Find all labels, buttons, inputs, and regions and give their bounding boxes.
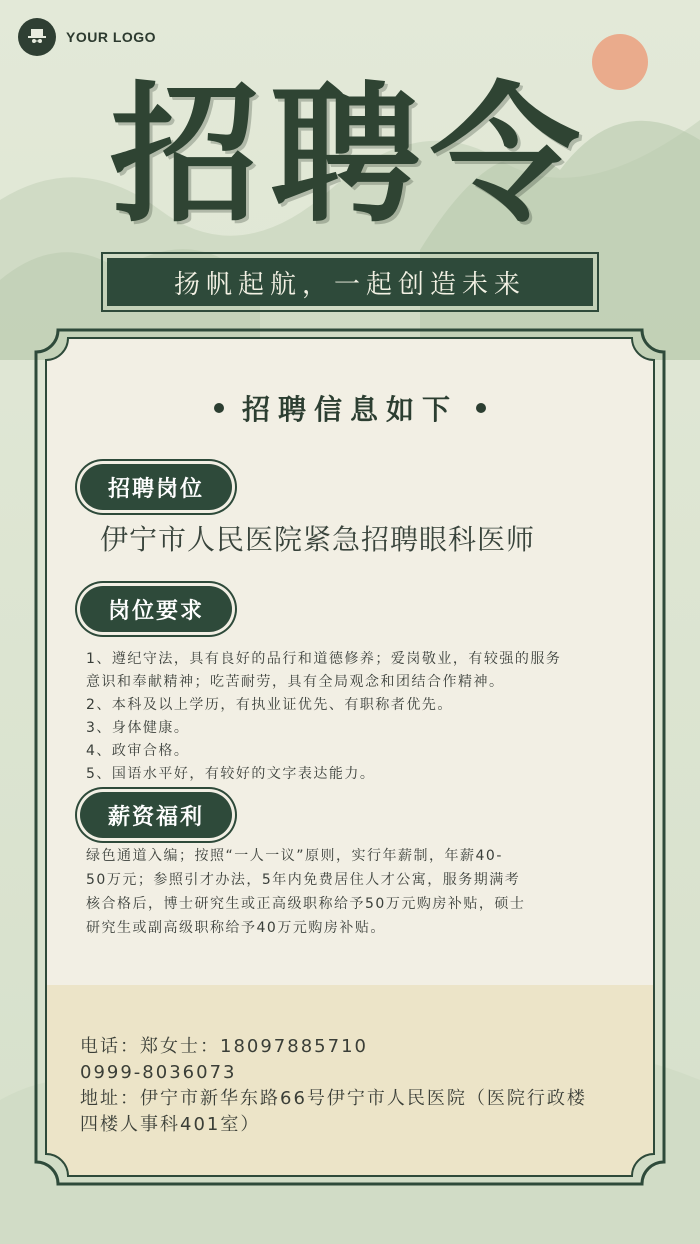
- address-line-2: 四楼人事科401室）: [80, 1114, 261, 1135]
- requirements-label: [80, 586, 232, 632]
- salary-line: 50万元；参照引才办法，5年内免费居住人才公寓，服务期满考: [86, 872, 521, 888]
- info-heading-text: 招聘信息如下: [241, 393, 458, 426]
- position-label: [80, 464, 232, 510]
- bullet-dot-icon: [214, 403, 224, 413]
- requirements-label-text: 岗位要求: [107, 598, 204, 624]
- list-item: 1、遵纪守法，具有良好的品行和道德修养；爱岗敬业，有较强的服务: [86, 651, 562, 667]
- phone-line-2: 0999-8036073: [80, 1062, 237, 1083]
- logo-text: YOUR LOGO: [66, 29, 157, 45]
- position-label-text: 招聘岗位: [107, 476, 204, 502]
- phone-line: 电话：郑女士：18097885710: [80, 1036, 368, 1057]
- contact-info: [80, 1034, 660, 1138]
- info-heading: [0, 388, 700, 428]
- list-item: 意识和奉献精神；吃苦耐劳，具有全局观念和团结合作精神。: [86, 674, 505, 690]
- requirements-list: [86, 648, 626, 786]
- address-line: 地址：伊宁市新华东路66号伊宁市人民医院（医院行政楼: [80, 1088, 587, 1109]
- bullet-dot-icon: [476, 403, 486, 413]
- salary-text: [86, 844, 606, 940]
- page-title: 招聘令: [109, 67, 590, 243]
- list-item: 3、身体健康。: [86, 720, 190, 736]
- salary-label: [80, 792, 232, 838]
- subtitle-text: 扬帆起航，一起创造未来: [173, 269, 526, 300]
- salary-line: 绿色通道入编；按照“一人一议”原则，实行年薪制，年薪40-: [86, 848, 503, 864]
- salary-line: 研究生或副高级职称给予40万元购房补贴。: [86, 920, 386, 936]
- list-item: 2、本科及以上学历，有执业证优先、有职称者优先。: [86, 697, 453, 713]
- position-text: 伊宁市人民医院紧急招聘眼科医师: [100, 523, 536, 556]
- list-item: 5、国语水平好，有较好的文字表达能力。: [86, 766, 376, 782]
- list-item: 4、政审合格。: [86, 743, 190, 759]
- salary-label-text: 薪资福利: [107, 804, 204, 830]
- salary-line: 核合格后，博士研究生或正高级职称给予50万元购房补贴，硕士: [86, 896, 526, 912]
